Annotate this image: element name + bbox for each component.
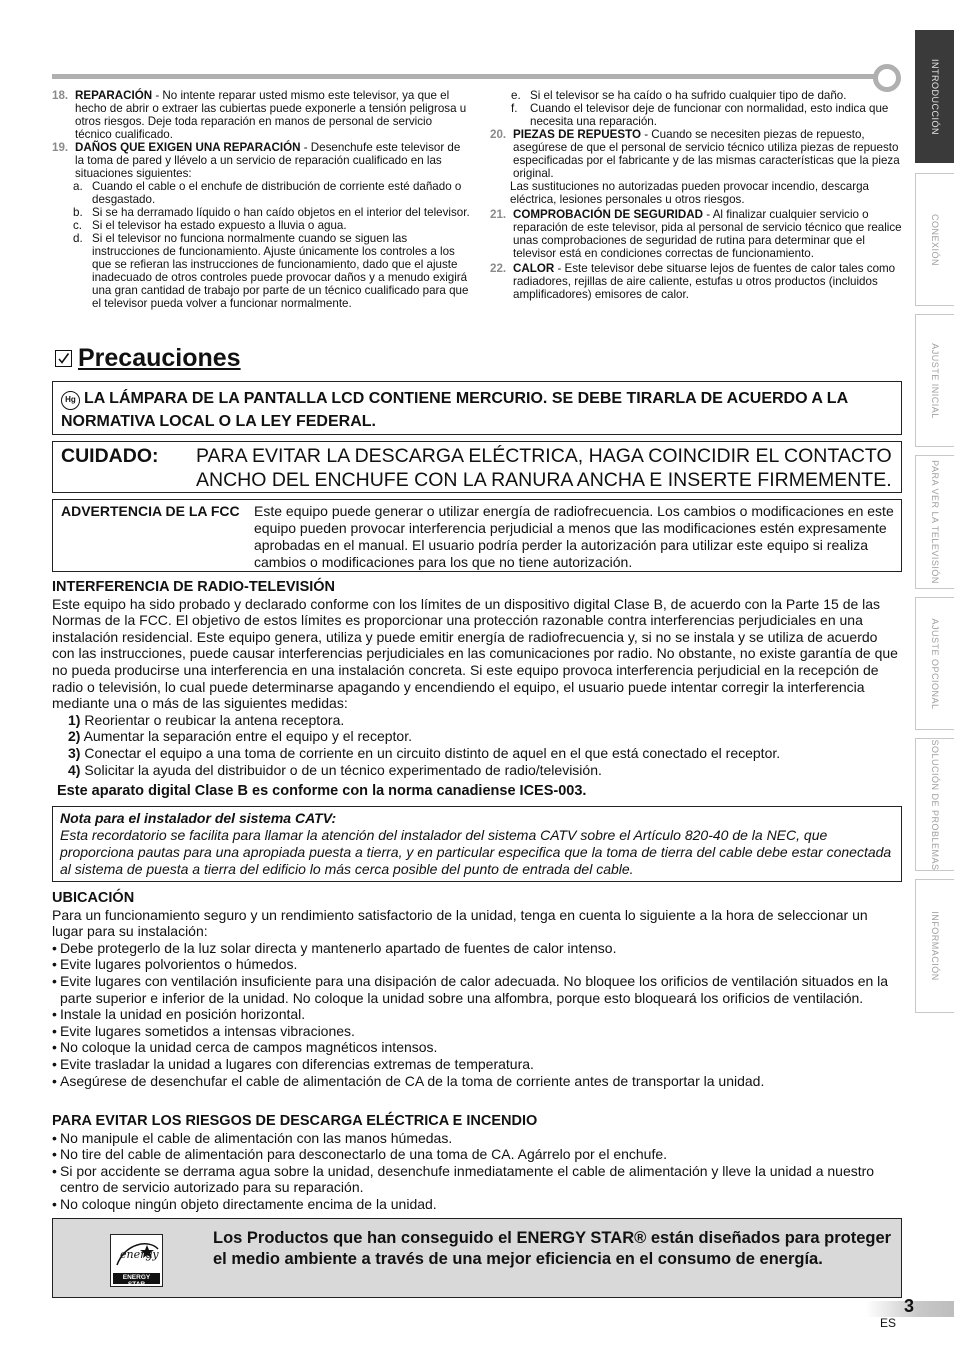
location-section [52, 890, 902, 1089]
section-header [55, 344, 241, 373]
safety-item-20: 20. PIEZAS DE REPUESTO - Cuando se necesiten piezas de repuesto, asegúrese de que el personal de servicio técnico utiliza piezas de repuesto especificadas por el fabricante y de las mismas características que la pieza original. [490, 128, 900, 180]
catv-note-box [52, 806, 902, 882]
canada-compliance: Este aparato digital Clase B es conforme con la norma canadiense ICES-003. [57, 783, 587, 800]
fcc-text: Este equipo puede generar o utilizar energía de radiofrecuencia. Los cambios o modificaciones en este equipo pueden provocar interferencia perjudicial a menos que las modificaciones estén expresamente aprobadas en el manual. El usuario podría perder la autorización para utilizar este equipo si realiza cambios o modificaciones para los que no tiene autorización. [254, 503, 894, 570]
interference-section [52, 579, 902, 800]
energy-star-logo-icon: energy ENERGY STAR [110, 1234, 163, 1287]
safety-subitem-f: f. Cuando el televisor deje de funcionar con normalidad, esto indica que necesita una reparación. [511, 102, 889, 128]
fcc-warning-box [52, 499, 902, 572]
catv-title: Nota para el instalador del sistema CATV: [60, 810, 337, 826]
location-intro: Para un funcionamiento seguro y un rendimiento satisfactorio de la unidad, tenga en cuenta lo siguiente a la hora de seleccionar un lugar para su instalación: [52, 906, 868, 940]
header-rule [52, 74, 880, 79]
safety-subitem-d: d. Si el televisor no funciona normalmente cuando se siguen las instrucciones de funcionamiento. Ajuste únicamente los controles a los que se refieran las instrucciones de funcionamiento, dado que el ajuste inadecuado de otros controles puede provocar daños y a menudo exigirá una gran cantidad de trabajo por parte de un técnico cualificado para que el televisor pueda volver a funcionar normalmente. [73, 232, 469, 310]
measure-item: 4) Solicitar la ayuda del distribuidor o de un técnico experimentado de radio/televisión. [68, 761, 602, 778]
measure-item: 3) Conectar el equipo a una toma de corriente en un circuito distinto de aquel en el que está conectado el receptor. [68, 744, 781, 761]
interference-body: Este equipo ha sido probado y declarado conforme con los límites de un dispositivo digital Clase B, de acuerdo con la Parte 15 de las Normas de la FCC. El objetivo de estos límites es proporcionar una protección razonable contra interferencias perjudiciales en una instalación residencial. Este equipo genera, utiliza y puede emitir energía de radiofrecuencia y, si no se instala y se utiliza de acuerdo con las instrucciones, puede causar interferencias perjudiciales en las comunicaciones por radio. No obstante, no existe garantía de que no pueda producirse una interferencia en una instalación concreta. Si este equipo provoca interferencia perjudicial en la recepción de radio o televisión, lo cual puede determinarse apagando y encendiendo el equipo, el usuario puede intentar corregir la interferencia mediante una o más de las siguientes medidas: [52, 595, 898, 712]
location-title: UBICACIÓN [52, 890, 135, 906]
measure-item: 1) Reorientar o reubicar la antena receptora. [68, 711, 345, 728]
safety-item-19: 19. DAÑOS QUE EXIGEN UNA REPARACIÓN - Desenchufe este televisor de la toma de pared y llévelo a un servicio de reparación cualificado en las situaciones siguientes: [52, 141, 461, 180]
list-item: • No coloque ningún objeto directamente encima de la unidad. [52, 1196, 902, 1213]
fcc-label: ADVERTENCIA DE LA FCC [61, 503, 240, 519]
catv-body: Esta recordatorio se facilita para llamar la atención del instalador del sistema CATV sobre el Artículo 820-40 de la NEC, que proporciona pautas para una apropiada puesta a tierra, y en particular especifica que la toma de tierra del cable debe estar conectada al sistema de puesta a tierra del edificio lo más cerca posible del punto de entrada del cable. [60, 827, 892, 877]
caution-label: CUIDADO: [61, 445, 159, 467]
safety-column-right [490, 89, 902, 301]
list-item: • Evite trasladar la unidad a lugares con diferencias extremas de temperatura. [52, 1056, 902, 1073]
side-tab-para-ver-la-television[interactable]: PARA VER LA TELEVISIÓN [915, 455, 954, 589]
section-title: Precauciones [78, 344, 241, 372]
measure-item: 2) Aumentar la separación entre el equipo y el receptor. [68, 728, 412, 745]
safety-subitem-a: a. Cuando el cable o el enchufe de distribución de corriente esté dañado o desgastado. [73, 180, 462, 206]
list-item: • Debe protegerlo de la luz solar directa y mantenerlo apartado de fuentes de calor intenso. [52, 940, 902, 957]
side-tab-introduccion[interactable]: INTRODUCCIÓN [915, 30, 954, 163]
mercury-hg-icon: Hg [61, 391, 80, 410]
list-item: • No manipule el cable de alimentación con las manos húmedas. [52, 1130, 902, 1147]
list-item: • Evite lugares con ventilación insuficiente para una disipación de calor adecuada. No bloquee los orificios de ventilación situados en la parte superior e inferior de la unidad. No coloque la unidad sobre una alfombra, porque esto bloqueará los orificios de ventilación. [52, 973, 902, 1006]
shock-title: PARA EVITAR LOS RIESGOS DE DESCARGA ELÉCTRICA E INCENDIO [52, 1113, 538, 1129]
caution-text: PARA EVITAR LA DESCARGA ELÉCTRICA, HAGA COINCIDIR EL CONTACTO ANCHO DEL ENCHUFE CON LA RANURA ANCHA E INSERTE FIRMEMENTE. [196, 445, 892, 491]
language-code: ES [880, 1316, 897, 1330]
mercury-warning-box [52, 381, 902, 435]
list-item: • No coloque la unidad cerca de campos magnéticos intensos. [52, 1039, 902, 1056]
safety-subitem-b: b. Si se ha derramado líquido o han caído objetos en el interior del televisor. [73, 206, 470, 219]
interference-title: INTERFERENCIA DE RADIO-TELEVISIÓN [52, 579, 336, 595]
safety-item-22: 22. CALOR - Este televisor debe situarse lejos de fuentes de calor tales como radiadores, rejillas de aire caliente, estufas u otros productos (incluidos amplificadores) emisores de calor. [490, 262, 896, 301]
side-tab-ajuste-opcional[interactable]: AJUSTE OPCIONAL [915, 597, 954, 730]
list-item: • Evite lugares sometidos a intensas vibraciones. [52, 1023, 902, 1040]
side-tab-conexion[interactable]: CONEXIÓN [915, 173, 954, 306]
checkbox-icon [55, 350, 72, 367]
caution-box [52, 441, 902, 493]
safety-item-18: 18. REPARACIÓN - No intente reparar usted mismo este televisor, ya que el hecho de abrir o extraer las cubiertas puede exponerle a tensión peligrosa u otros riesgos. Deje toda reparación en manos de personal de servicio técnico cualificado. [52, 89, 467, 141]
side-tab-ajuste-inicial[interactable]: AJUSTE INICIAL [915, 314, 954, 447]
side-tab-solucion-de-problemas[interactable]: SOLUCIÓN DE PROBLEMAS [915, 738, 954, 871]
header-circle-ornament [873, 64, 901, 92]
mercury-warning-text: LA LÁMPARA DE LA PANTALLA LCD CONTIENE MERCURIO. SE DEBE TIRARLA DE ACUERDO A LA NORMATIVA LOCAL O LA LEY FEDERAL. [61, 390, 848, 430]
safety-column-left [52, 89, 470, 310]
list-item: • Instale la unidad en posición horizontal. [52, 1006, 902, 1023]
energy-star-box [52, 1218, 902, 1298]
list-item: • Asegúrese de desenchufar el cable de alimentación de CA de la toma de corriente antes de transportar la unidad. [52, 1073, 902, 1090]
shock-section [52, 1113, 902, 1213]
interference-measures [52, 712, 902, 778]
side-tab-informacion[interactable]: INFORMACIÓN [915, 879, 954, 1013]
list-item: • Si por accidente se derrama agua sobre la unidad, desenchufe inmediatamente el cable de alimentación y lleve la unidad a nuestro centro de servicio autorizado para su reparación. [52, 1163, 902, 1196]
safety-subitem-c: c. Si el televisor ha estado expuesto a lluvia o agua. [73, 219, 347, 232]
safety-item-20-note: Las sustituciones no autorizadas pueden provocar incendio, descarga eléctrica, lesiones personales u otros riesgos. [510, 180, 869, 206]
list-item: • Evite lugares polvorientos o húmedos. [52, 956, 902, 973]
safety-item-21: 21. COMPROBACIÓN DE SEGURIDAD - Al finalizar cualquier servicio o reparación de este televisor, pida al personal de servicio técnico que realice unas comprobaciones de seguridad de rutina para determinar que el televisor está en condiciones correctas de funcionamiento. [490, 208, 902, 260]
page-number: 3 [904, 1296, 915, 1316]
list-item: • No tire del cable de alimentación para desconectarlo de una toma de CA. Agárrelo por el enchufe. [52, 1146, 902, 1163]
energy-star-text: Los Productos que han conseguido el ENERGY STAR® están diseñados para proteger el medio ambiente a través de una mejor eficiencia en el consumo de energía. [213, 1229, 892, 1268]
safety-subitem-e: e. Si el televisor se ha caído o ha sufrido cualquier tipo de daño. [511, 89, 847, 102]
